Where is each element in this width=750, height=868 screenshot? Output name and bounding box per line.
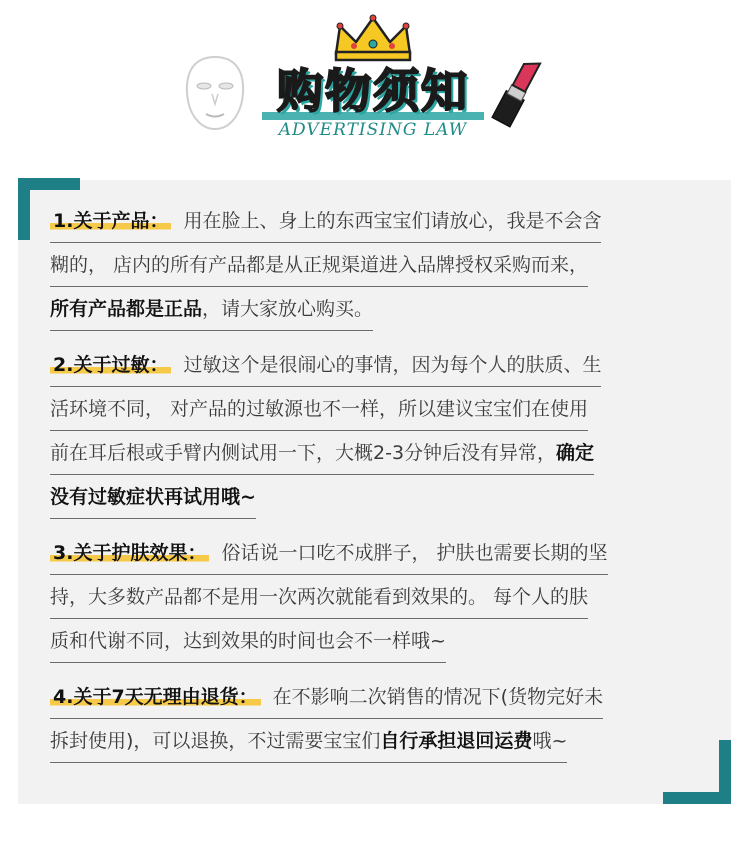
text-line: 3.关于护肤效果： 俗话说一口吃不成胖子， 护肤也需要长期的坚 — [50, 531, 608, 575]
section-heading: 2.关于过敏： — [50, 354, 171, 376]
crown-icon — [332, 14, 414, 62]
text-line: 没有过敏症状再试用哦~ — [50, 475, 256, 519]
page-subtitle: ADVERTISING LAW — [278, 120, 468, 140]
text-line: 质和代谢不同，达到效果的时间也会不一样哦~ — [50, 619, 446, 663]
section-heading: 4.关于7天无理由退货： — [50, 686, 261, 708]
text-line: 1.关于产品： 用在脸上、身上的东西宝宝们请放心，我是不会含 — [50, 199, 601, 243]
text-line: 持，大多数产品都不是用一次两次就能看到效果的。 每个人的肤 — [50, 575, 588, 619]
text-line: 活环境不同， 对产品的过敏源也不一样，所以建议宝宝们在使用 — [50, 387, 588, 431]
section-products — [50, 199, 710, 331]
section-heading: 1.关于产品： — [50, 210, 171, 232]
header — [0, 0, 750, 170]
page-title: 购物须知 — [277, 64, 469, 118]
lipstick-icon — [488, 52, 546, 130]
text-line: 4.关于7天无理由退货： 在不影响二次销售的情况下(货物完好未 — [50, 675, 603, 719]
section-heading: 3.关于护肤效果： — [50, 542, 209, 564]
text-line: 2.关于过敏： 过敏这个是很闹心的事情，因为每个人的肤质、生 — [50, 343, 601, 387]
section-allergy — [50, 343, 710, 519]
notice-content — [50, 199, 710, 775]
section-returns — [50, 675, 710, 763]
text-line: 前在耳后根或手臂内侧试用一下，大概2-3分钟后没有异常，确定 — [50, 431, 594, 475]
text-line: 拆封使用)，可以退换，不过需要宝宝们自行承担退回运费哦~ — [50, 719, 567, 763]
text-line: 糊的， 店内的所有产品都是从正规渠道进入品牌授权采购而来， — [50, 243, 588, 287]
face-mask-icon — [182, 54, 248, 132]
text-line: 所有产品都是正品，请大家放心购买。 — [50, 287, 373, 331]
section-skincare-effect — [50, 531, 710, 663]
